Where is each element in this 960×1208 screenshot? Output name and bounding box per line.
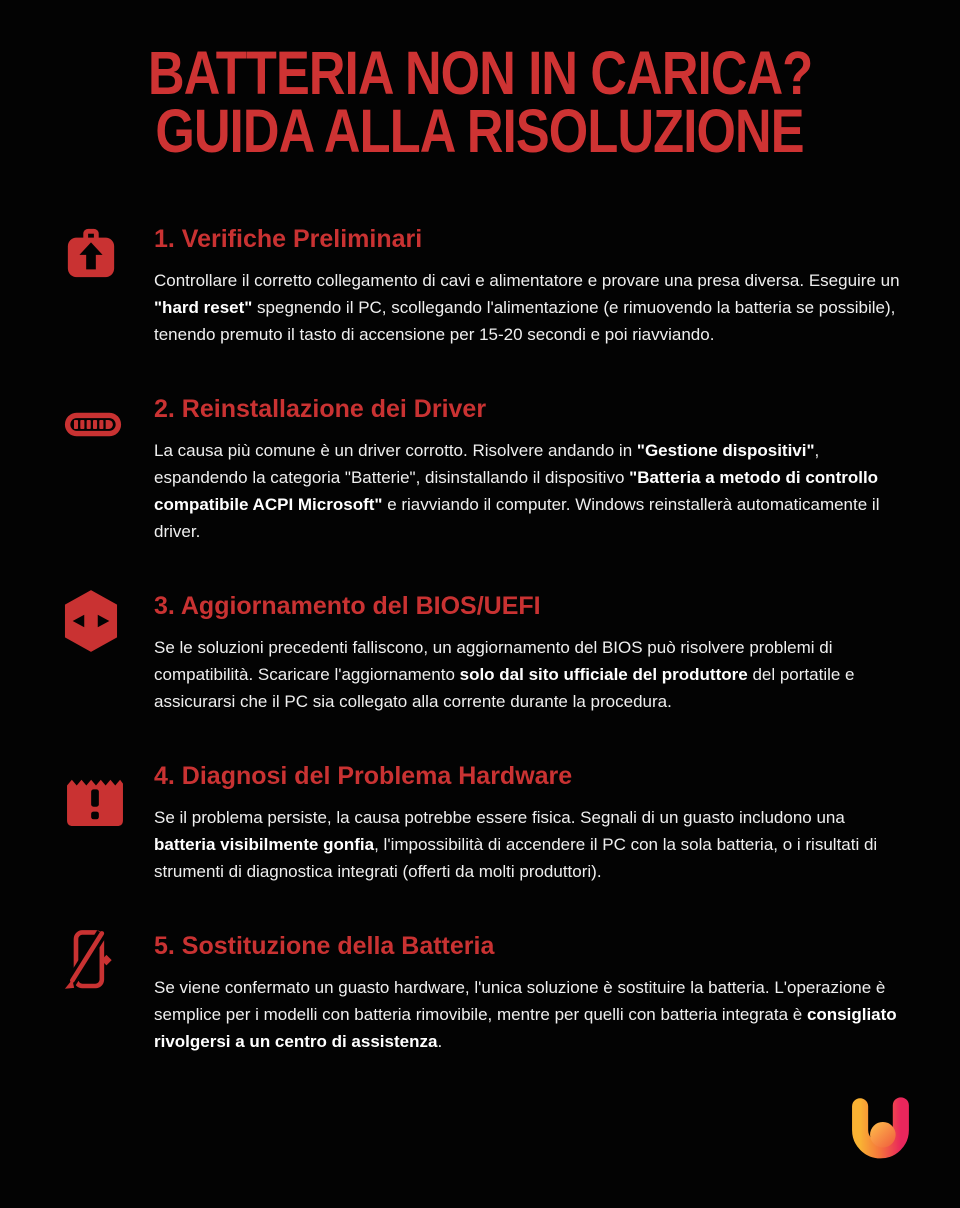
guide-section xyxy=(0,394,960,545)
battery-replace-pencil-icon xyxy=(64,925,112,999)
section-heading: 3. Aggiornamento del BIOS/UEFI xyxy=(154,592,541,620)
section-body: La causa più comune è un driver corrotto. Risolvere andando in "Gestione dispositivi", espandendo la categoria "Batterie", disinstallando il dispositivo "Batteria a metodo di controllo compatibile ACPI Microsoft" e riavviando il computer. Windows reinstallerà automaticamente il driver. xyxy=(154,441,880,541)
section-text-column xyxy=(154,394,904,545)
section-text-column xyxy=(154,224,904,348)
section-body: Controllare il corretto collegamento di cavi e alimentatore e provare una presa diversa. Eseguire un "hard reset" spegnendo il PC, scollegando l'alimentazione (e rimuovendo la batteria se possibile), tenendo premuto il tasto di accensione per 15-20 secondi e poi riavviando. xyxy=(154,271,900,344)
section-body: Se il problema persiste, la causa potrebbe essere fisica. Segnali di un guasto includono una batteria visibilmente gonfia, l'impossibilità di accendere il PC con la sola batteria, o i risultati di strumenti di diagnostica integrati (offerti da molti produttori). xyxy=(154,808,878,881)
guide-section xyxy=(0,591,960,715)
section-heading: 5. Sostituzione della Batteria xyxy=(154,932,495,960)
title-line-2: GUIDA ALLA RISOLUZIONE xyxy=(155,97,805,165)
section-heading: 1. Verifiche Preliminari xyxy=(154,225,423,253)
section-icon-column xyxy=(64,394,154,545)
brand-logo-u-icon xyxy=(844,1094,916,1166)
section-body: Se le soluzioni precedenti falliscono, un aggiornamento del BIOS può risolvere problemi di compatibilità. Scaricare l'aggiornamento solo dal sito ufficiale del produttore del portatile e assicurarsi che il PC sia collegato alla corrente durante la procedura. xyxy=(154,638,855,711)
battery-case-up-arrow-icon xyxy=(64,226,118,280)
chip-hexagon-icon xyxy=(64,589,118,653)
section-icon-column xyxy=(64,591,154,715)
guide-section xyxy=(0,224,960,348)
section-icon-column xyxy=(64,931,154,1055)
page-title xyxy=(0,0,960,165)
section-text-column xyxy=(154,761,904,885)
sections-list xyxy=(0,224,960,1055)
title-line-1: BATTERIA NON IN CARICA? xyxy=(147,39,813,107)
section-icon-column xyxy=(64,224,154,348)
section-heading: 2. Reinstallazione dei Driver xyxy=(154,395,487,423)
section-text-column xyxy=(154,591,904,715)
guide-section xyxy=(0,761,960,885)
section-heading: 4. Diagnosi del Problema Hardware xyxy=(154,762,573,790)
damaged-battery-warning-icon xyxy=(64,773,126,827)
section-text-column xyxy=(154,931,904,1055)
section-icon-column xyxy=(64,761,154,885)
guide-section xyxy=(0,931,960,1055)
battery-cells-icon xyxy=(64,410,122,439)
section-body: Se viene confermato un guasto hardware, l'unica soluzione è sostituire la batteria. L'operazione è semplice per i modelli con batteria rimovibile, mentre per quelli con batteria integrata è consigliato rivolgersi a un centro di assistenza. xyxy=(154,978,897,1051)
